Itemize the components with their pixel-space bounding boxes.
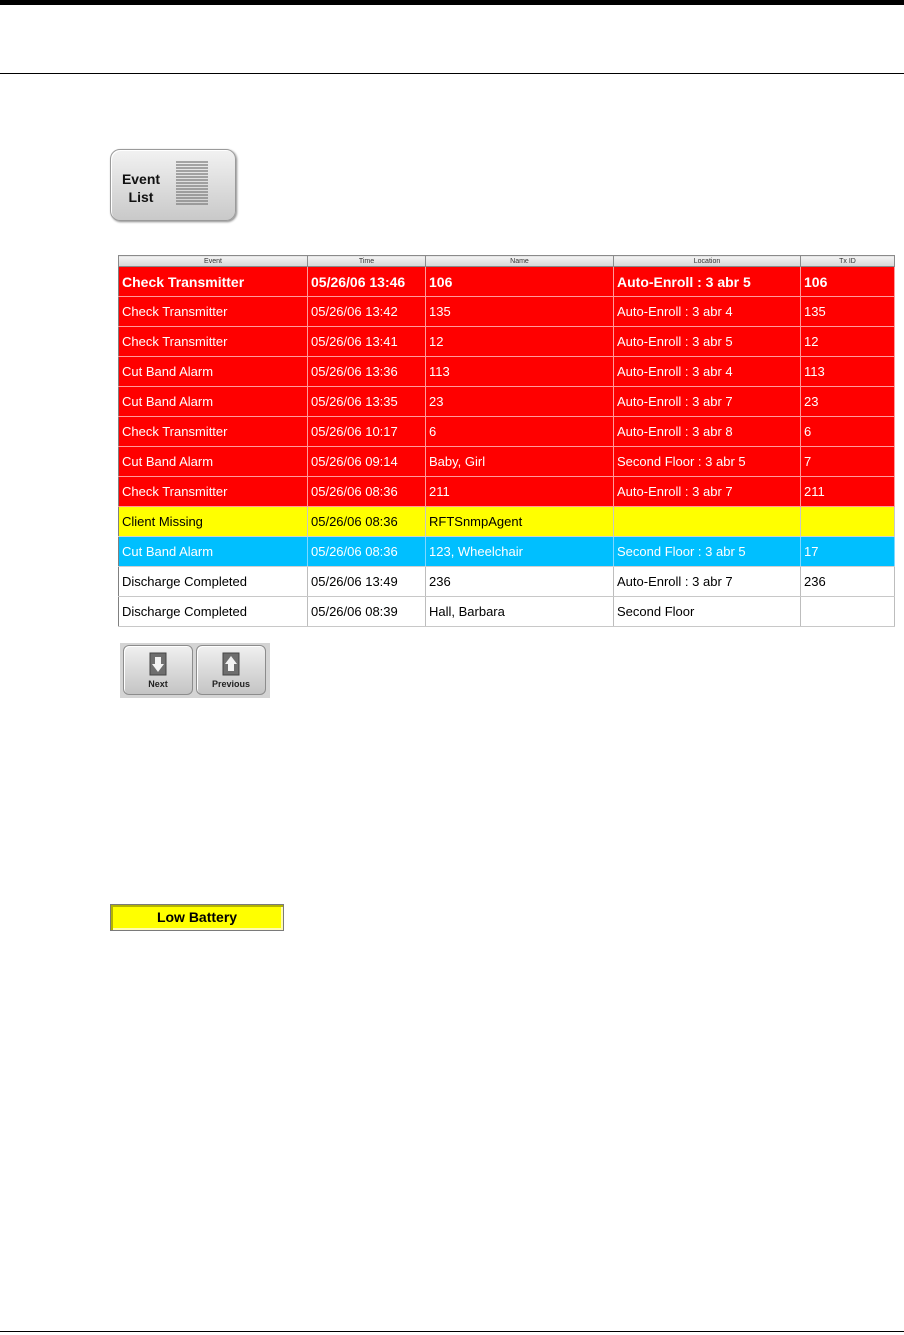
- cell-txid: 6: [801, 417, 895, 447]
- table-row[interactable]: [119, 477, 895, 507]
- cell-event: Discharge Completed: [119, 567, 308, 597]
- cell-location: Second Floor : 3 abr 5: [614, 447, 801, 477]
- cell-name: Hall, Barbara: [426, 597, 614, 627]
- table-row[interactable]: [119, 597, 895, 627]
- table-row[interactable]: [119, 297, 895, 327]
- cell-name: 6: [426, 417, 614, 447]
- cell-event: Cut Band Alarm: [119, 537, 308, 567]
- cell-time: 05/26/06 08:36: [308, 537, 426, 567]
- cell-location: Second Floor : 3 abr 5: [614, 537, 801, 567]
- cell-location: Auto-Enroll : 3 abr 7: [614, 477, 801, 507]
- header-divider: [0, 73, 904, 74]
- table-row[interactable]: [119, 357, 895, 387]
- table-row[interactable]: [119, 537, 895, 567]
- cell-txid: [801, 507, 895, 537]
- cell-event: Check Transmitter: [119, 417, 308, 447]
- cell-time: 05/26/06 08:36: [308, 507, 426, 537]
- column-header-txid[interactable]: Tx ID: [801, 256, 895, 267]
- cell-location: Auto-Enroll : 3 abr 4: [614, 357, 801, 387]
- event-list-button[interactable]: [110, 149, 236, 221]
- cell-location: Auto-Enroll : 3 abr 4: [614, 297, 801, 327]
- table-row[interactable]: [119, 417, 895, 447]
- cell-txid: [801, 597, 895, 627]
- column-header-event[interactable]: Event: [119, 256, 308, 267]
- cell-name: 23: [426, 387, 614, 417]
- cell-name: Baby, Girl: [426, 447, 614, 477]
- cell-time: 05/26/06 13:41: [308, 327, 426, 357]
- cell-time: 05/26/06 13:46: [308, 267, 426, 297]
- cell-location: Auto-Enroll : 3 abr 7: [614, 567, 801, 597]
- table-header-row: [119, 256, 895, 267]
- column-header-location[interactable]: Location: [614, 256, 801, 267]
- table-row[interactable]: [119, 567, 895, 597]
- table-row[interactable]: [119, 327, 895, 357]
- cell-txid: 236: [801, 567, 895, 597]
- cell-txid: 7: [801, 447, 895, 477]
- cell-location: Auto-Enroll : 3 abr 5: [614, 267, 801, 297]
- low-battery-badge: Low Battery: [110, 904, 284, 931]
- cell-txid: 211: [801, 477, 895, 507]
- top-rule: [0, 0, 904, 5]
- cell-txid: 23: [801, 387, 895, 417]
- cell-location: Auto-Enroll : 3 abr 8: [614, 417, 801, 447]
- previous-label: Previous: [211, 679, 251, 689]
- cell-event: Check Transmitter: [119, 327, 308, 357]
- cell-txid: 106: [801, 267, 895, 297]
- arrow-down-icon: [149, 652, 167, 676]
- cell-event: Check Transmitter: [119, 267, 308, 297]
- cell-time: 05/26/06 13:36: [308, 357, 426, 387]
- table-row[interactable]: [119, 447, 895, 477]
- cell-time: 05/26/06 10:17: [308, 417, 426, 447]
- column-header-time[interactable]: Time: [308, 256, 426, 267]
- cell-txid: 135: [801, 297, 895, 327]
- cell-event: Cut Band Alarm: [119, 447, 308, 477]
- cell-event: Check Transmitter: [119, 477, 308, 507]
- cell-event: Discharge Completed: [119, 597, 308, 627]
- cell-time: 05/26/06 09:14: [308, 447, 426, 477]
- next-label: Next: [148, 679, 168, 689]
- cell-txid: 12: [801, 327, 895, 357]
- cell-name: RFTSnmpAgent: [426, 507, 614, 537]
- cell-name: 113: [426, 357, 614, 387]
- cell-time: 05/26/06 08:39: [308, 597, 426, 627]
- column-header-name[interactable]: Name: [426, 256, 614, 267]
- table-row[interactable]: [119, 507, 895, 537]
- previous-button[interactable]: [196, 645, 266, 695]
- table-row[interactable]: [119, 387, 895, 417]
- cell-time: 05/26/06 13:35: [308, 387, 426, 417]
- cell-time: 05/26/06 13:49: [308, 567, 426, 597]
- cell-name: 12: [426, 327, 614, 357]
- cell-txid: 17: [801, 537, 895, 567]
- cell-event: Check Transmitter: [119, 297, 308, 327]
- cell-event: Cut Band Alarm: [119, 387, 308, 417]
- cell-name: 211: [426, 477, 614, 507]
- cell-location: [614, 507, 801, 537]
- event-table: [118, 255, 895, 627]
- cell-event: Cut Band Alarm: [119, 357, 308, 387]
- cell-time: 05/26/06 13:42: [308, 297, 426, 327]
- arrow-up-icon: [222, 652, 240, 676]
- cell-event: Client Missing: [119, 507, 308, 537]
- next-button[interactable]: [123, 645, 193, 695]
- event-list-label: Event List: [121, 171, 161, 205]
- cell-name: 106: [426, 267, 614, 297]
- pagination-controls: [120, 643, 270, 698]
- cell-name: 135: [426, 297, 614, 327]
- cell-name: 236: [426, 567, 614, 597]
- cell-name: 123, Wheelchair: [426, 537, 614, 567]
- footer-divider: [0, 1331, 904, 1332]
- cell-time: 05/26/06 08:36: [308, 477, 426, 507]
- cell-txid: 113: [801, 357, 895, 387]
- list-lines-icon: [175, 160, 209, 206]
- cell-location: Auto-Enroll : 3 abr 5: [614, 327, 801, 357]
- cell-location: Second Floor: [614, 597, 801, 627]
- cell-location: Auto-Enroll : 3 abr 7: [614, 387, 801, 417]
- table-row[interactable]: [119, 267, 895, 297]
